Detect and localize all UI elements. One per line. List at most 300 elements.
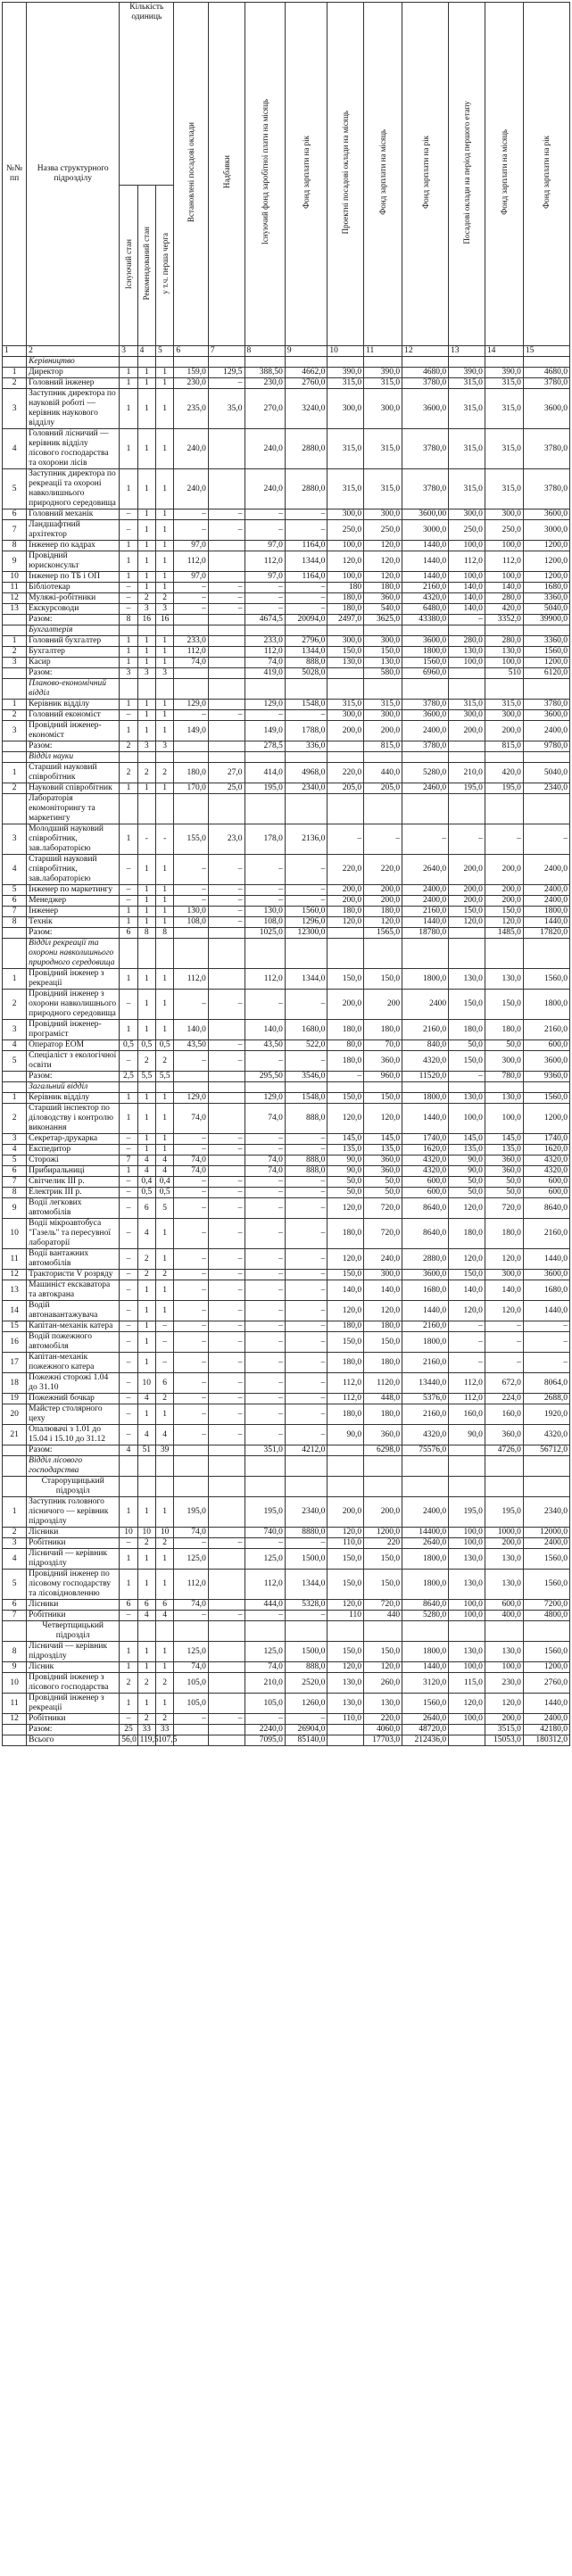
unit-count-cell: 1 (155, 647, 173, 658)
value-cell: 2760,0 (285, 378, 327, 389)
value-cell: 130,0 (449, 647, 485, 658)
unit-count-cell: 1 (120, 1093, 137, 1104)
unit-count-cell: – (120, 583, 137, 593)
value-cell (208, 1166, 245, 1177)
value-cell: 129,0 (174, 700, 208, 710)
position-name-cell: Водій пожежного автомобіля (27, 1332, 120, 1353)
unit-count-cell: 1 (155, 1549, 173, 1570)
value-cell: 1120,0 (364, 1373, 402, 1394)
section-header-row (3, 679, 570, 700)
value-cell: 112,0 (174, 551, 208, 572)
position-name-cell: Секретар-друкарка (27, 1134, 120, 1145)
value-cell: 2400,0 (523, 885, 569, 896)
section-empty-cell (137, 1621, 155, 1642)
value-cell: 50,0 (364, 1177, 402, 1188)
value-cell (449, 794, 485, 824)
section-empty-cell (364, 1621, 402, 1642)
unit-count-cell: 1 (137, 1332, 155, 1353)
table-row (3, 1394, 570, 1404)
value-cell: 240,0 (245, 469, 285, 509)
section-empty-cell (208, 752, 245, 763)
row-number-cell: 9 (3, 1198, 27, 1219)
section-empty-cell (364, 1456, 402, 1477)
value-cell: 9780,0 (523, 741, 569, 752)
row-number-cell: 4 (3, 1040, 27, 1051)
position-name-cell: Заступник директора по рекреації та охороні навколишнього природного середовища (27, 469, 120, 509)
unit-count-cell: 6 (120, 928, 137, 939)
value-cell: – (245, 1425, 285, 1445)
section-empty-cell (245, 679, 285, 700)
value-cell: – (208, 1280, 245, 1301)
row-number-cell: 18 (3, 1373, 27, 1394)
row-number-cell (3, 668, 27, 679)
unit-count-cell: 1 (137, 1301, 155, 1321)
value-cell: – (174, 1051, 208, 1072)
value-cell: 2400,0 (402, 885, 449, 896)
value-cell: 300,0 (364, 1270, 402, 1280)
table-row (3, 1301, 570, 1321)
unit-count-cell: 1 (137, 378, 155, 389)
value-cell: 9360,0 (523, 1072, 569, 1082)
section-empty-cell (285, 625, 327, 636)
value-cell: 13440,0 (402, 1373, 449, 1394)
value-cell: 1344,0 (285, 551, 327, 572)
position-name-cell: Разом: (27, 1445, 120, 1456)
table-row (3, 824, 570, 855)
value-cell: 180,0 (327, 1051, 364, 1072)
position-name-cell: Разом: (27, 1072, 120, 1082)
row-number-cell (3, 1725, 27, 1735)
section-empty-cell (137, 625, 155, 636)
unit-count-cell: – (120, 1353, 137, 1373)
column-index-cell: 13 (449, 346, 485, 357)
value-cell: 315,0 (327, 378, 364, 389)
value-cell: 1440,0 (402, 1104, 449, 1134)
value-cell: 112,0 (449, 1373, 485, 1394)
unit-count-cell: 1 (120, 1662, 137, 1673)
section-header-row (3, 1456, 570, 1477)
value-cell: 300,0 (485, 509, 523, 520)
section-title: Загальний відділ (27, 1082, 120, 1093)
value-cell: 74,0 (174, 1104, 208, 1134)
unit-count-cell: 10 (137, 1373, 155, 1394)
position-name-cell: Водії мікроавтобуса "Газель" та пересувної лабораторії (27, 1219, 120, 1249)
value-cell: 8640,0 (402, 1198, 449, 1219)
unit-count-cell: 1 (137, 1353, 155, 1373)
value-cell: 135,0 (485, 1145, 523, 1155)
value-cell: 145,0 (327, 1134, 364, 1145)
unit-count-cell: – (155, 1332, 173, 1353)
value-cell: 1800,0 (402, 969, 449, 990)
value-cell: 130,0 (449, 1642, 485, 1662)
column-index-cell: 7 (208, 346, 245, 357)
value-cell: 200,0 (485, 1714, 523, 1725)
section-empty-cell (137, 679, 155, 700)
unit-count-cell: – (120, 1145, 137, 1155)
section-empty-cell (523, 939, 569, 969)
position-name-cell: Головний інженер (27, 378, 120, 389)
table-row (3, 1570, 570, 1600)
section-empty-cell (137, 1456, 155, 1477)
value-cell: 74,0 (174, 1662, 208, 1673)
position-name-cell: Технік (27, 917, 120, 928)
value-cell: 180312,0 (523, 1735, 569, 1746)
table-row (3, 1353, 570, 1373)
unit-count-cell: 6 (137, 1198, 155, 1219)
value-cell: 6120,0 (523, 668, 569, 679)
value-cell (208, 1600, 245, 1611)
unit-count-cell: 1 (155, 855, 173, 885)
value-cell: 135,0 (449, 1145, 485, 1155)
value-cell: 780,0 (485, 1072, 523, 1082)
value-cell: 4680,0 (523, 368, 569, 378)
row-number-cell: 16 (3, 1332, 27, 1353)
value-cell: 8640,0 (523, 1198, 569, 1219)
value-cell: 220,0 (327, 855, 364, 885)
unit-count-cell: 0,5 (137, 1188, 155, 1198)
value-cell: 120,0 (485, 1249, 523, 1270)
value-cell: 150,0 (364, 1093, 402, 1104)
value-cell: 4800,0 (523, 1611, 569, 1621)
section-empty-cell (402, 625, 449, 636)
value-cell: 97,0 (245, 541, 285, 551)
section-empty-cell (208, 1082, 245, 1093)
value-cell: – (174, 1198, 208, 1219)
unit-count-cell: 1 (120, 429, 137, 469)
value-cell: 115,0 (449, 1673, 485, 1694)
value-cell: 8880,0 (285, 1528, 327, 1538)
value-cell: – (174, 1301, 208, 1321)
value-cell: – (285, 1280, 327, 1301)
value-cell: 110,0 (327, 1538, 364, 1549)
unit-count-cell: – (120, 1373, 137, 1394)
section-empty-cell (174, 357, 208, 368)
value-cell: – (208, 907, 245, 917)
position-name-cell: Менеджер (27, 896, 120, 907)
table-row (3, 969, 570, 990)
value-cell: – (174, 1714, 208, 1725)
unit-count-cell: 39 (155, 1445, 173, 1456)
unit-count-cell: 33 (137, 1725, 155, 1735)
value-cell: 5328,0 (285, 1600, 327, 1611)
unit-count-cell: 1 (137, 969, 155, 990)
value-cell: 112,0 (174, 1570, 208, 1600)
value-cell: 120,0 (327, 1528, 364, 1538)
unit-count-cell: 1 (137, 1549, 155, 1570)
value-cell: 105,0 (174, 1673, 208, 1694)
table-row (3, 658, 570, 668)
row-number-cell: 8 (3, 1642, 27, 1662)
position-name-cell: Прибиральниці (27, 1166, 120, 1177)
section-spacer-cell (3, 1477, 27, 1497)
unit-count-cell: – (120, 1301, 137, 1321)
value-cell: 6480,0 (402, 604, 449, 615)
row-number-cell: 2 (3, 783, 27, 794)
table-row (3, 378, 570, 389)
section-empty-cell (245, 357, 285, 368)
unit-count-cell: 1 (120, 721, 137, 741)
value-cell: – (174, 509, 208, 520)
value-cell: – (174, 1404, 208, 1425)
value-cell: 11520,0 (402, 1072, 449, 1082)
unit-count-cell: 3 (155, 668, 173, 679)
value-cell: 300,0 (364, 710, 402, 721)
row-number-cell: 1 (3, 969, 27, 990)
position-name-cell: Провідний інженер з охорони навколишнього природного середовища (27, 990, 120, 1020)
value-cell: 100,0 (449, 1600, 485, 1611)
value-cell: – (245, 1188, 285, 1198)
unit-count-cell: 1 (155, 896, 173, 907)
table-row (3, 604, 570, 615)
value-cell: 195,0 (485, 1497, 523, 1528)
section-empty-cell (174, 939, 208, 969)
value-cell: 3600,0 (402, 389, 449, 429)
unit-count-cell: 1 (155, 1301, 173, 1321)
value-cell: 3600,0 (402, 1270, 449, 1280)
value-cell: 100,0 (449, 1104, 485, 1134)
value-cell: 600,0 (485, 1600, 523, 1611)
section-spacer-cell (3, 1456, 27, 1477)
value-cell: 180,0 (174, 763, 208, 783)
value-cell: 1344,0 (285, 1570, 327, 1600)
value-cell (327, 794, 364, 824)
value-cell: 112,0 (174, 969, 208, 990)
value-cell: – (449, 615, 485, 625)
row-number-cell: 1 (3, 700, 27, 710)
value-cell: 129,0 (174, 1093, 208, 1104)
value-cell: 120,0 (364, 917, 402, 928)
table-row (3, 1321, 570, 1332)
value-cell: – (285, 1332, 327, 1353)
table-row (3, 1104, 570, 1134)
unit-count-cell: 3 (137, 741, 155, 752)
section-empty-cell (485, 752, 523, 763)
value-cell: – (285, 885, 327, 896)
value-cell: – (174, 1249, 208, 1270)
value-cell: 3000,0 (523, 520, 569, 541)
value-cell: – (285, 509, 327, 520)
position-name-cell: Головний бухгалтер (27, 636, 120, 647)
value-cell: 4680,0 (402, 368, 449, 378)
value-cell (174, 741, 208, 752)
header-count-group: Кількість одиниць (120, 3, 174, 186)
value-cell: – (208, 885, 245, 896)
value-cell: 74,0 (174, 1528, 208, 1538)
value-cell: – (285, 1611, 327, 1621)
section-empty-cell (485, 1082, 523, 1093)
unit-count-cell: 1 (120, 969, 137, 990)
value-cell: 419,0 (245, 668, 285, 679)
section-empty-cell (327, 752, 364, 763)
value-cell: 4726,0 (485, 1445, 523, 1456)
unit-count-cell: – (120, 710, 137, 721)
row-number-cell: 3 (3, 1134, 27, 1145)
value-cell: – (174, 1177, 208, 1188)
unit-count-cell: 1 (137, 583, 155, 593)
value-cell: – (285, 1177, 327, 1188)
value-cell: 120,0 (327, 1249, 364, 1270)
unit-count-cell: 1 (155, 917, 173, 928)
value-cell: 140,0 (449, 604, 485, 615)
value-cell: 1560,0 (402, 658, 449, 668)
position-name-cell: Ландшафтний архітектор (27, 520, 120, 541)
value-cell: – (208, 1177, 245, 1188)
value-cell: 2400,0 (523, 1714, 569, 1725)
section-empty-cell (285, 1456, 327, 1477)
unit-count-cell: 2 (155, 593, 173, 604)
unit-count-cell: 1 (155, 1134, 173, 1145)
value-cell: – (285, 1538, 327, 1549)
unit-count-cell: - (137, 824, 155, 855)
position-name-cell: Лісничий — керівник підрозділу (27, 1549, 120, 1570)
unit-count-cell: 1 (137, 1104, 155, 1134)
value-cell: 100,0 (449, 1662, 485, 1673)
section-header-row (3, 357, 570, 368)
unit-count-cell: 1 (120, 551, 137, 572)
position-name-cell: Лісник (27, 1662, 120, 1673)
value-cell (208, 647, 245, 658)
table-total-row (3, 668, 570, 679)
position-name-cell: Головний економіст (27, 710, 120, 721)
value-cell: – (285, 593, 327, 604)
value-cell: 300,0 (327, 509, 364, 520)
value-cell: – (285, 855, 327, 885)
value-cell: 130,0 (485, 969, 523, 990)
value-cell: 1440,0 (402, 1662, 449, 1673)
unit-count-cell: – (120, 593, 137, 604)
value-cell: 112,0 (245, 969, 285, 990)
section-empty-cell (208, 357, 245, 368)
section-title: Бухгалтерія (27, 625, 120, 636)
row-number-cell: 1 (3, 1497, 27, 1528)
unit-count-cell: – (120, 1219, 137, 1249)
header-col-9: Фонд зарплати на рік (285, 3, 327, 346)
section-empty-cell (449, 1456, 485, 1477)
unit-count-cell: 1 (155, 1497, 173, 1528)
table-row (3, 509, 570, 520)
value-cell: 580,0 (364, 668, 402, 679)
value-cell: 3780,0 (523, 469, 569, 509)
value-cell: 180,0 (327, 1404, 364, 1425)
value-cell: 149,0 (245, 721, 285, 741)
section-empty-cell (402, 1621, 449, 1642)
unit-count-cell: 1 (137, 721, 155, 741)
value-cell: 12000,0 (523, 1528, 569, 1538)
row-number-cell: 7 (3, 1177, 27, 1188)
value-cell: 43,50 (245, 1040, 285, 1051)
value-cell: 200,0 (485, 896, 523, 907)
value-cell: 351,0 (245, 1445, 285, 1456)
value-cell (449, 1735, 485, 1746)
value-cell: 210,0 (449, 763, 485, 783)
value-cell: – (208, 1051, 245, 1072)
value-cell: 888,0 (285, 658, 327, 668)
unit-count-cell: 16 (137, 615, 155, 625)
unit-count-cell: 1 (120, 636, 137, 647)
value-cell (364, 794, 402, 824)
value-cell: – (285, 1134, 327, 1145)
row-number-cell: 12 (3, 1270, 27, 1280)
position-name-cell: Керівник відділу (27, 1093, 120, 1104)
section-empty-cell (155, 939, 173, 969)
row-number-cell: 10 (3, 1673, 27, 1694)
unit-count-cell: 1 (137, 917, 155, 928)
unit-count-cell: – (120, 896, 137, 907)
value-cell: 180,0 (327, 1219, 364, 1249)
position-name-cell: Разом: (27, 668, 120, 679)
unit-count-cell: 2 (155, 1673, 173, 1694)
section-header-row (3, 752, 570, 763)
value-cell: 278,5 (245, 741, 285, 752)
value-cell: – (208, 1134, 245, 1145)
row-number-cell (3, 1072, 27, 1082)
value-cell (174, 615, 208, 625)
section-empty-cell (155, 1477, 173, 1497)
row-number-cell: 8 (3, 917, 27, 928)
value-cell: 1620,0 (523, 1145, 569, 1155)
value-cell: – (449, 1353, 485, 1373)
row-number-cell: 9 (3, 1662, 27, 1673)
unit-count-cell: 1 (120, 700, 137, 710)
unit-count-cell: 1 (155, 1404, 173, 1425)
unit-count-cell: 1 (155, 1694, 173, 1714)
value-cell (327, 741, 364, 752)
value-cell: 150,0 (449, 990, 485, 1020)
value-cell: 90,0 (327, 1155, 364, 1166)
value-cell: 360,0 (485, 1425, 523, 1445)
value-cell: – (245, 604, 285, 615)
value-cell: 360,0 (364, 1155, 402, 1166)
value-cell: 74,0 (174, 658, 208, 668)
value-cell: – (285, 1270, 327, 1280)
unit-count-cell: 2 (120, 763, 137, 783)
section-empty-cell (155, 752, 173, 763)
section-empty-cell (402, 939, 449, 969)
value-cell: 5040,0 (523, 604, 569, 615)
value-cell: 14400,0 (402, 1528, 449, 1538)
unit-count-cell: 1 (155, 572, 173, 583)
value-cell: 815,0 (485, 741, 523, 752)
value-cell: 1164,0 (285, 572, 327, 583)
section-empty-cell (285, 1082, 327, 1093)
value-cell: 224,0 (485, 1394, 523, 1404)
row-number-cell (3, 928, 27, 939)
value-cell: – (245, 593, 285, 604)
position-name-cell: Разом: (27, 615, 120, 625)
unit-count-cell: 1 (155, 1662, 173, 1673)
value-cell: – (208, 1404, 245, 1425)
value-cell: 120,0 (364, 551, 402, 572)
section-empty-cell (120, 1477, 137, 1497)
unit-count-cell: 1 (137, 1497, 155, 1528)
value-cell: 2880,0 (402, 1249, 449, 1270)
unit-count-cell: 1 (155, 520, 173, 541)
section-empty-cell (155, 679, 173, 700)
unit-count-cell: 1 (155, 885, 173, 896)
section-empty-cell (120, 357, 137, 368)
value-cell: 3546,0 (285, 1072, 327, 1082)
position-name-cell: Провідний інженер по лісовому господарству та лісовідновленню (27, 1570, 120, 1600)
value-cell: 315,0 (449, 700, 485, 710)
value-cell: 4674,5 (245, 615, 285, 625)
position-name-cell: Старший науковий співробітник (27, 763, 120, 783)
section-empty-cell (155, 357, 173, 368)
value-cell: 360,0 (485, 1166, 523, 1177)
value-cell: 200,0 (485, 1538, 523, 1549)
value-cell: 1485,0 (485, 928, 523, 939)
value-cell: 2136,0 (285, 824, 327, 855)
table-row (3, 1549, 570, 1570)
